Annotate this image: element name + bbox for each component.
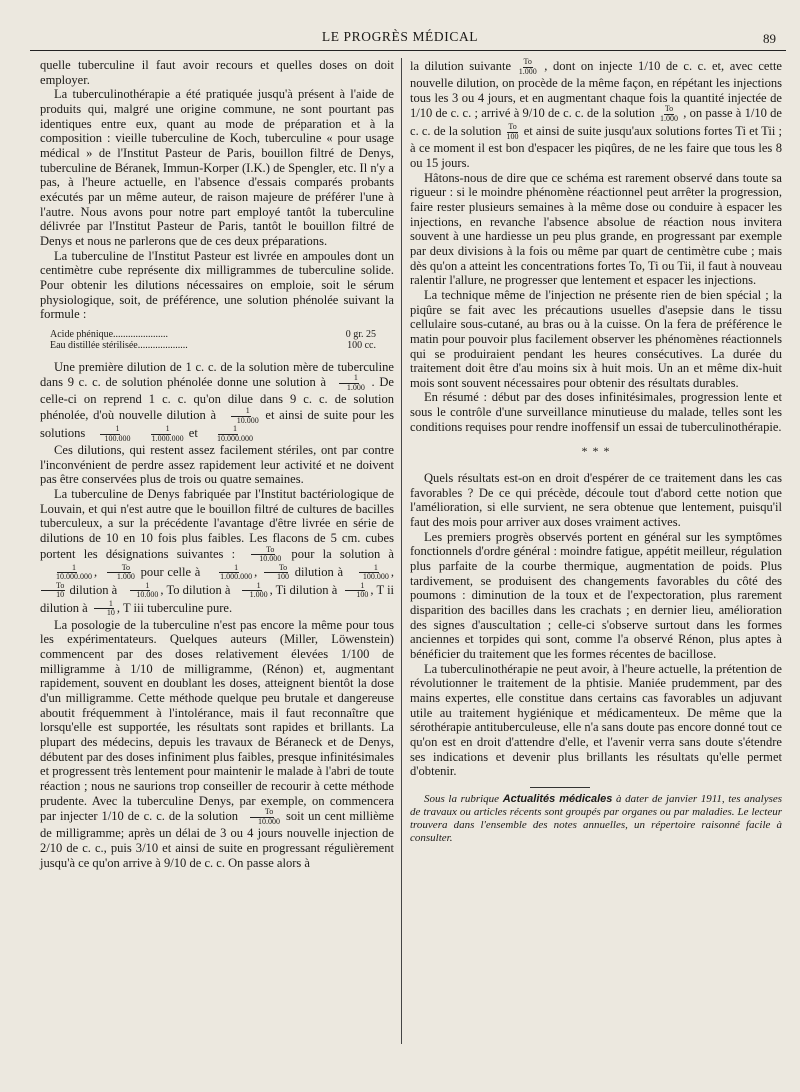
text-run: T ii dilution à [40, 582, 395, 615]
text-run: . De celle-ci on reprend 1 c. c. qu'on dilue dans 9 c. c. de solution phénolée, d'où nouvelle dilution à [40, 375, 395, 422]
fraction-den: 1.000 [660, 113, 679, 123]
formula-row [50, 329, 394, 340]
fraction-num: 1 [94, 600, 114, 610]
fraction [121, 582, 159, 600]
text-run: pour celle à [140, 564, 201, 579]
text-run: , dont on injecte 1/10 de c. c. et, avec cette nouvelle dilution, on procède de la même façon, en répétant les injections tous les 3 ou 4 jours, et en augmentant chaque fois la quantité injectée de 1/10 de c. c. ; arrivé à 9/10 de c. c. de la solution [410, 58, 782, 121]
fraction-num: To [508, 122, 517, 132]
fraction-num: 1 [100, 425, 120, 435]
paragraph: La tuberculinothérapie a été pratiquée jusqu'à présent à l'aide de produits qui, malgré une origine commune, ne sont pourtant pas identiques entre eux, quant au mode de préparation et à la composition : vieille tuberculine de Koch, tuberculine « pour usage médical » de l'Institut Pasteur de Paris, bouillon filtré de Denys, tuberculine de Béranek, Immun-Korper (I.K.) de Spengler, etc. Il n'y a pas, à l'heure actuelle, en l'absence d'essais comparés probants exécutés par un même auteur, de raison majeure de préférer l'une à l'autre. Nous avons pour notre part employé tantôt la tuberculine délivrée par l'Institut Pasteur de Paris, tantôt le bouillon filtré de Denys et nous ne parlerons que de ces deux préparations. [40, 87, 394, 248]
fraction-num: To [264, 564, 288, 574]
fraction [89, 425, 131, 443]
fraction-num: 1 [151, 425, 171, 435]
fraction [205, 564, 253, 582]
fraction-num: 1 [345, 582, 365, 592]
fraction-num: To [250, 808, 274, 818]
fraction [341, 582, 369, 600]
fraction-den: 1.000 [346, 382, 365, 392]
formula-dots: ...................... [113, 328, 169, 340]
fraction [202, 425, 254, 443]
text-run: Ti dilution à [275, 582, 338, 597]
formula-name: Eau distillée stérilisée [50, 339, 138, 351]
paragraph: La tuberculine de l'Institut Pasteur est livrée en ampoules dont un centimètre cube représente dix milligrammes de tuberculine solide. Pour obtenir les dilutions nécessaires on emploie, soit le sérum physiologique, soit, de préférence, une solution phénolée suivant la formule : [40, 248, 394, 322]
fraction-num: To [107, 564, 131, 574]
formula-qty: 100 cc. [347, 339, 376, 351]
text-run: La posologie de la tuberculine n'est pas encore la même pour tous les expérimentateurs. Quelques auteurs (Miller, Löwenstein) commencent par des doses relativement élevées 1/100 de milligramme à 1/10 de milligramme, (Rénon) et, augmentant rapidement, souvent en doublant les doses, atteignent bientôt la dose d'un milligramme. Cette méthode quelque peu brutale et dangereuse aboutit fréquemment à l'intolérance, mais il faut reconnaître que lorsqu'elle est supportée, les résultats sont rapides et brillants. La plupart des médecins, depuis les travaux de Béraneck et de Denys, débutent par des doses infiniment plus faibles, presque infinitésimales et progressent très lentement pour maintenir le malade à l'abri de toute réaction ; nous ne saurions trop conseiller de recourir à cette méthode prudente. Avec la tuberculine Denys, par exemple, on commencera par injecter 1/10 de c. c. de la solution [40, 617, 394, 824]
fraction-den: 100.000 [362, 572, 389, 582]
text-run: et [188, 426, 198, 440]
fraction-den: 1.000.000 [151, 433, 184, 443]
fraction-den: 1.000 [249, 590, 268, 600]
text-run: T iii tuberculine pure. [122, 600, 233, 615]
fraction-num: 1 [242, 582, 262, 592]
footnote-ornament [530, 787, 590, 788]
fraction [244, 546, 282, 564]
running-title: LE PROGRÈS MÉDICAL [321, 29, 479, 44]
fraction-num: To [523, 57, 532, 66]
paragraph: Hâtons-nous de dire que ce schéma est rarement observé dans toute sa rigueur : si le moindre phénomène réactionnel peut arrêter la progression, faire rester plusieurs semaines à la même dose ou conduire à espacer les injections, en revanche l'absence absolue de réaction nous invitera souvent à une hardiesse un peu plus grande, en progressant par exemple par deux divisions à la fois ou même par quart de centimètre cube ; mais dès qu'on a atteint les concentrations fortes To, Ti ou Tii, il faut à nouveau ralentir l'allure, ne progresser que lentement et espacer les injections. [410, 170, 782, 288]
section-asterism: * * * [581, 444, 611, 459]
fraction-num: 1 [218, 425, 238, 435]
paragraph: Quels résultats est-on en droit d'espérer de ce traitement dans les cas favorables ? De ce qui précède, découle tout d'abord cette notion que l'amélioration, si elle survient, ne sera obtenue que lentement, puisqu'il faut des mois pour arriver aux doses vraiment actives. [410, 471, 782, 530]
fraction-den: 100 [356, 590, 369, 600]
fraction-den: 10.000 [258, 816, 281, 826]
fraction-den: 10.000 [259, 554, 282, 564]
left-column [40, 58, 394, 870]
paragraph: Les premiers progrès observés portent en général sur les symptômes fonctionnels d'ordre général : moindre fatigue, appétit meilleur, régulation plus parfaite de la courbe thermique, augmentation de poids. Plus tardivement, se produisent des changements favorables du côté des poumons : diminution de la toux et de l'expectoration, plus rarement disparition des bacilles dans les crachats ; en dernier lieu, amélioration des signes d'auscultation ; celle-ci s'observe surtout dans les formes anciennes et torpides qui sont, comme l'a observé Rénon, plus aptes à bénéficier du traitement que les formes récentes de bacillose. [410, 529, 782, 661]
fraction-den: 100 [277, 572, 290, 582]
fraction-num: 1 [219, 564, 239, 574]
fraction-den: 10.000 [236, 415, 259, 425]
fraction [332, 374, 366, 392]
paragraph: La tuberculinothérapie ne peut avoir, à l'heure actuelle, la prétention de révolutionner le traitement de la phtisie. Maniée prudemment, par des mains expertes, elle constitue dans certains cas favorables un adjuvant utile au traitement hygiénique et médicamenteux. De même que la sérothérapie antituberculeuse, elle n'a sans doute pas encore donné tout ce qu'on est en droit d'attendre d'elle, et l'avenir verra sans doute s'étendre ses indications et devenir plus brillants les résultats qu'elle permet d'obtenir. [410, 661, 782, 779]
fraction-den: 10.000.000 [216, 433, 253, 443]
paragraph: quelle tuberculine il faut avoir recours et quelles doses on doit employer. [40, 58, 394, 87]
paragraph: Ces dilutions, qui restent assez facilement stériles, ont par contre l'inconvénient de perdre assez rapidement leur activité et ne doivent pas être conservées plus de trois ou quatre semaines. [40, 443, 394, 487]
page-number: 89 [763, 31, 776, 46]
fraction-num: 1 [130, 582, 150, 592]
fraction-den: 10 [56, 590, 65, 600]
fraction [92, 600, 116, 618]
paragraph: La tuberculine de Denys fabriquée par l'Institut bactériologique de Louvain, et qui n'est autre que le bouillon filtré de cultures de bacilles tuberculeux, a sur la précédente l'avantage d'être livrée en série de dilutions de 10 en 10 fois plus faibles. Les flacons de 5 cm. cubes portent les désignations suivantes : $\frac{To}{10.000}$ pour la solution à $\frac{1}{10.000.000}$ , $\frac{To}{1.000}$ pour celle à $\frac{1}{1.000.000}$ , $\frac{To}{100}$ dilution à $\frac{1}{100.000}$ , $\frac{To}{10}$ dilution à $\frac{1}{10.000}$ , To dilution à $\frac{1}{1.000}$ , Ti dilution à $\frac{1}{100}$ , T ii dilution à $\frac{1}{10}$ , T iii tuberculine pure. [40, 487, 395, 618]
text-run: et ainsi de suite jusqu'aux solutions fortes Ti et Tii ; à ce moment il est bon d'espacer les piqûres, de ne les faire que tous les 8 ou 15 jours. [410, 124, 782, 170]
fraction-den: 100 [506, 131, 519, 141]
formula-qty: 0 gr. 25 [345, 328, 376, 340]
formula-row [50, 340, 394, 351]
fraction [518, 58, 538, 76]
text-run: soit un cent millième de milligramme; après un délai de 3 ou 4 jours nouvelle injection de 2/10 de c. c., puis 3/10 et ainsi de suite en progressant régulièrement jusqu'à ce qu'on arrive à 9/10 de c. c. On passe alors à [40, 809, 395, 870]
text-run: La tuberculine de Denys fabriquée par l'Institut bactériologique de Louvain, et qui n'est autre que le bouillon filtré de cultures de bacilles tuberculeux, a sur la précédente l'avantage d'être livrée en série de dilutions de 10 en 10 fois plus faibles. Les flacons de 5 cm. cubes portent les désignations suivantes : [40, 487, 394, 561]
footnote [410, 793, 782, 846]
fraction [506, 123, 520, 141]
fraction [262, 564, 290, 582]
text-run: dilution à [69, 582, 118, 597]
fraction [243, 808, 281, 826]
paragraph: La technique même de l'injection ne présente rien de bien spécial ; la piqûre se fait avec les précautions usuelles d'asepsie dans le tissu cellulaire sous-cutané, au bras ou à la cuisse. On la fera de préférence le matin pour pouvoir plus facilement observer les phénomènes réactionnels qui se produiraient pendant les heures consécutives. La durée du traitement doit être d'au moins six à huit mois. Un an et même dix-huit mois sont souvent nécessaires pour obtenir des résultats durables. [410, 287, 782, 390]
formula-dots: .................... [137, 339, 188, 351]
fraction-den: 10 [106, 608, 115, 618]
fraction [41, 564, 93, 582]
paragraph [40, 618, 394, 871]
fraction [235, 582, 269, 600]
text-run: à dater de janvier 1911, tes analyses de travaux ou articles récents sont groupés par organes ou par maladies. Le lecteur trouvera dans l'ensemble des notes annuelles, un répertoire raisonné facile à consulter. [410, 792, 783, 845]
text-run: Sous la rubrique [424, 792, 500, 805]
right-column [410, 58, 782, 846]
fraction-den: 1.000 [116, 572, 135, 582]
fraction-den: 1.000 [518, 66, 537, 76]
fraction-num: 1 [359, 564, 379, 574]
fraction-den: 10.000 [136, 590, 159, 600]
fraction [102, 564, 136, 582]
text-run: et ainsi de suite pour les solutions [40, 408, 394, 440]
text-run: , on passe à 1/10 de c. c. de la solution [410, 106, 782, 139]
fraction-num: 1 [57, 564, 77, 574]
fraction-den: 100.000 [104, 433, 131, 443]
fraction-den: 1.000.000 [220, 572, 253, 582]
header-rule [30, 50, 786, 51]
fraction [137, 425, 185, 443]
formula-name: Acide phénique [50, 328, 114, 340]
paragraph [410, 58, 782, 171]
fraction-num: To [41, 582, 65, 592]
text-run: dilution à [294, 564, 344, 579]
fraction [348, 564, 390, 582]
fraction-num: To [664, 104, 674, 114]
fraction-den: 10.000.000 [56, 572, 92, 582]
text-run: Une première dilution de 1 c. c. de la solution mère de tuberculine dans 9 c. c. de solution phénolée donne une solution à [40, 359, 394, 390]
footnote-rubric: Actualités médicales [502, 792, 613, 805]
column-divider [401, 58, 402, 1044]
fraction [659, 105, 679, 123]
fraction-num: 1 [339, 374, 359, 384]
fraction [222, 407, 260, 425]
text-run: To dilution à [166, 582, 231, 597]
paragraph [40, 360, 394, 443]
fraction [41, 582, 65, 600]
fraction-num: To [251, 546, 275, 556]
phenol-formula [50, 329, 394, 351]
paragraph: En résumé : début par des doses infinitésimales, progression lente et sous le contrôle d'une surveillance minutieuse du malade, telles sont les conditions requises pour rendre inoffensif un essai de tuberculinothérapie. [410, 390, 782, 434]
text-run: la dilution suivante [410, 58, 512, 73]
text-run: pour la solution à [291, 546, 394, 561]
fraction-num: 1 [231, 407, 251, 417]
